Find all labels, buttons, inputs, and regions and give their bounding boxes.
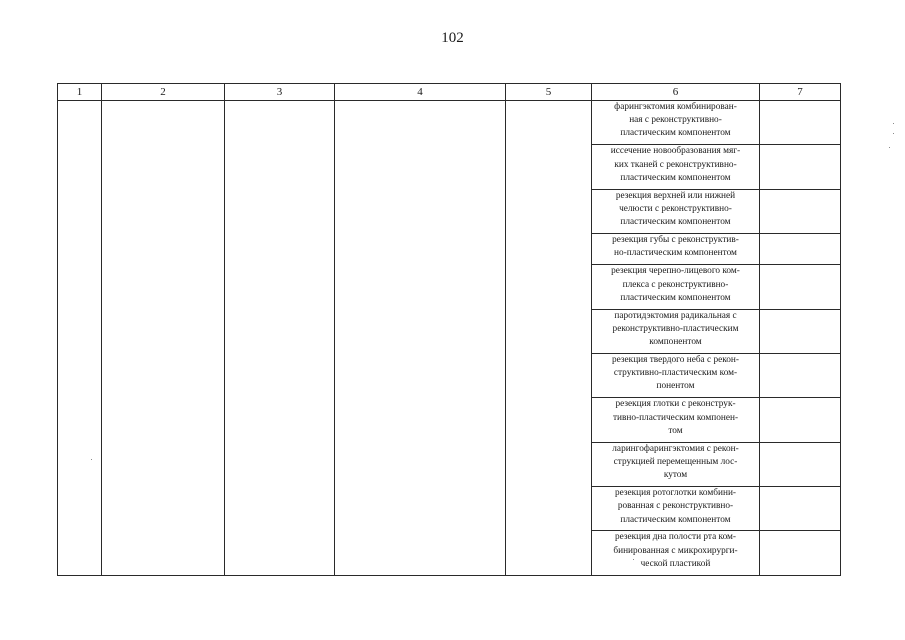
column-7-cell bbox=[760, 442, 841, 486]
column-number-1: 1 bbox=[58, 84, 102, 101]
column-7-cell bbox=[760, 265, 841, 309]
procedure-cell: ларингофарингэктомия с рекон- струкцией перемещенным лос- кутом bbox=[592, 442, 760, 486]
procedure-cell: иссечение новообразования мяг- ких тканей с реконструктивно- пластическим компонентом bbox=[592, 145, 760, 189]
column-3-cell bbox=[225, 101, 335, 576]
column-1-cell bbox=[58, 101, 102, 576]
procedure-cell: фарингэктомия комбинирован- ная с реконструктивно- пластическим компонентом bbox=[592, 101, 760, 145]
column-number-header-row bbox=[58, 84, 841, 101]
procedure-cell: резекция губы с реконструктив- но-пластическим компонентом bbox=[592, 234, 760, 265]
column-7-cell bbox=[760, 354, 841, 398]
scan-speck bbox=[893, 123, 894, 124]
column-number-5: 5 bbox=[506, 84, 592, 101]
column-7-cell bbox=[760, 189, 841, 233]
page-number: 102 bbox=[441, 30, 464, 46]
column-number-2: 2 bbox=[102, 84, 225, 101]
procedure-cell: резекция глотки с реконструк- тивно-пластическим компонен- том bbox=[592, 398, 760, 442]
scan-speck bbox=[633, 559, 634, 560]
scan-speck bbox=[91, 459, 92, 460]
procedure-cell: резекция верхней или нижней челюсти с реконструктивно- пластическим компонентом bbox=[592, 189, 760, 233]
table-row bbox=[58, 101, 841, 145]
column-number-4: 4 bbox=[335, 84, 506, 101]
column-4-cell bbox=[335, 101, 506, 576]
column-number-3: 3 bbox=[225, 84, 335, 101]
procedure-cell: резекция черепно-лицевого ком- плекса с реконструктивно- пластическим компонентом bbox=[592, 265, 760, 309]
procedure-cell: паротидэктомия радикальная с реконструктивно-пластическим компонентом bbox=[592, 309, 760, 353]
procedure-cell: резекция ротоглотки комбини- рованная с реконструктивно- пластическим компонентом bbox=[592, 487, 760, 531]
procedure-cell: резекция твердого неба с рекон- структивно-пластическим ком- понентом bbox=[592, 354, 760, 398]
column-7-cell bbox=[760, 145, 841, 189]
column-2-cell bbox=[102, 101, 225, 576]
column-number-7: 7 bbox=[760, 84, 841, 101]
column-7-cell bbox=[760, 398, 841, 442]
procedures-table bbox=[57, 83, 841, 576]
column-number-6: 6 bbox=[592, 84, 760, 101]
column-7-cell bbox=[760, 531, 841, 576]
column-7-cell bbox=[760, 101, 841, 145]
procedure-cell: резекция дна полости рта ком- бинированная с микрохирурги- ческой пластикой bbox=[592, 531, 760, 576]
column-7-cell bbox=[760, 234, 841, 265]
scan-speck bbox=[889, 147, 890, 148]
column-7-cell bbox=[760, 487, 841, 531]
scan-speck bbox=[893, 133, 894, 134]
column-7-cell bbox=[760, 309, 841, 353]
column-5-cell bbox=[506, 101, 592, 576]
